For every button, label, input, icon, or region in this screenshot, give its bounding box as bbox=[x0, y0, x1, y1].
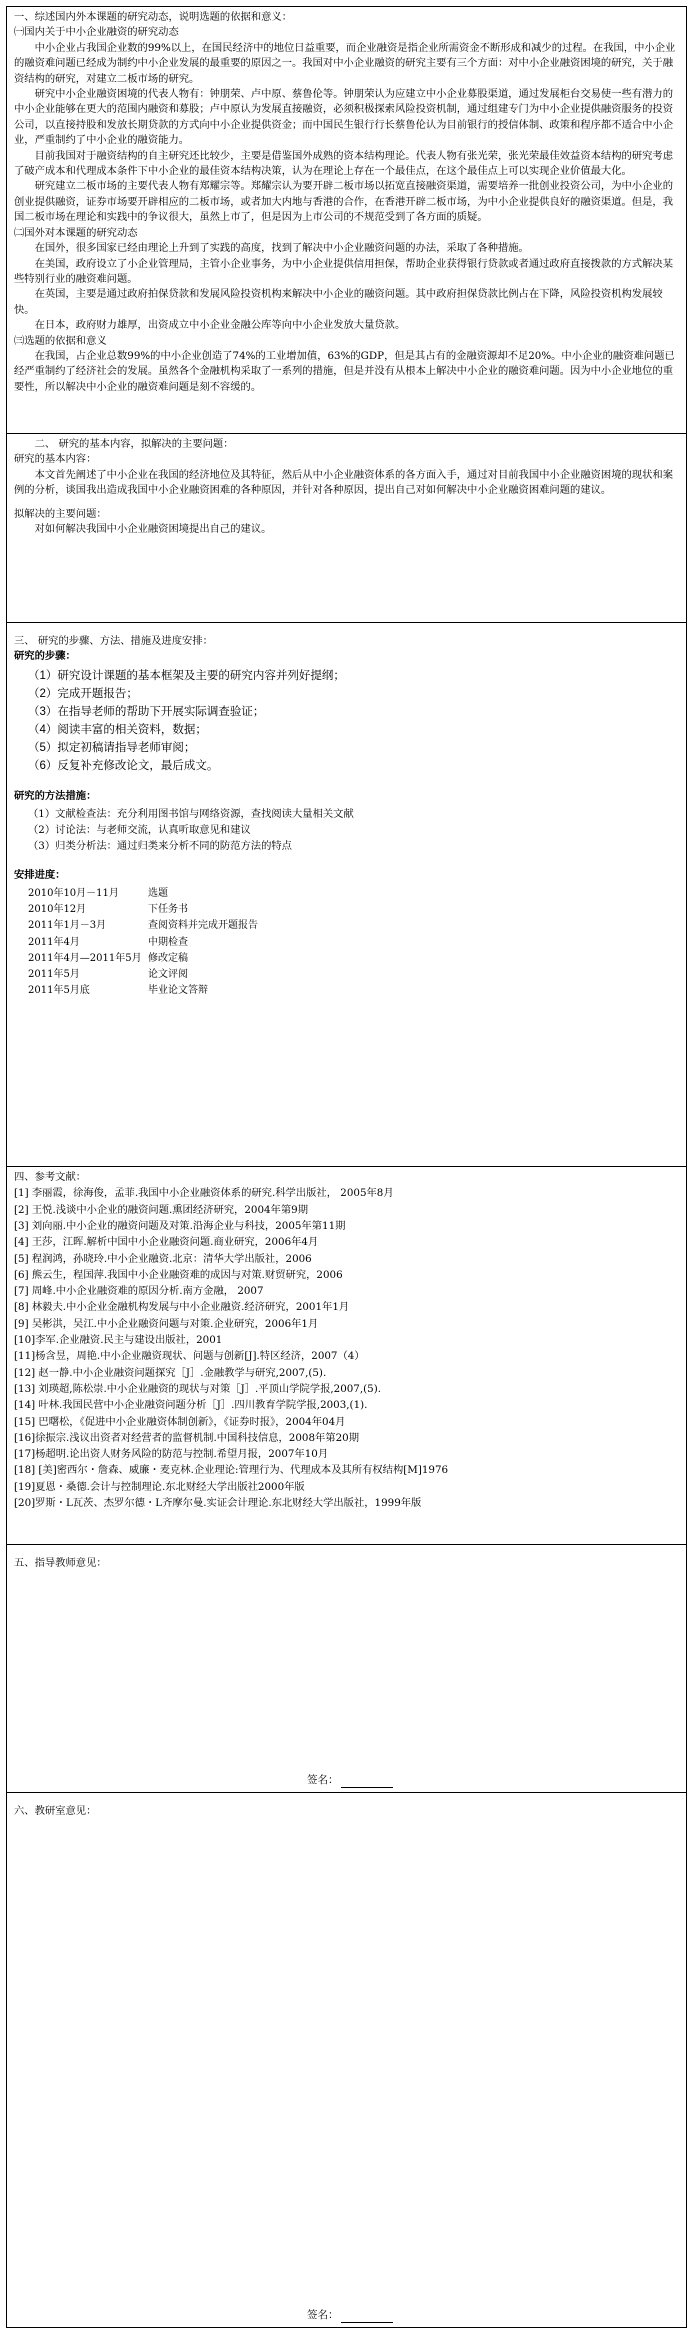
paragraph: 目前我国对于融资结构的自主研究还比较少，主要是借鉴国外成熟的资本结构理论。代表人物有张光荣，张光荣最佳效益资本结构的研究考虑了破产成本和代理成本条件下中小企业的最佳资本结构决策，认为在理论上存在一个最佳点，在这个最佳点上可以实现企业价值最大化。 bbox=[14, 149, 673, 178]
schedule-date: 2011年1月－3月 bbox=[28, 920, 107, 932]
subheading-foreign: ㈡国外对本课题的研究动态 bbox=[14, 226, 138, 239]
schedule-task: 选题 bbox=[148, 887, 168, 899]
schedule-date: 2010年10月－11月 bbox=[28, 887, 119, 899]
paragraph: 研究建立二板市场的主要代表人物有郑耀宗等。郑耀宗认为要开辟二板市场以拓宽直接融资渠道，需要培养一批创业投资公司，为中小企业的创业提供融资，证券市场要开辟相应的二板市场，或者加大内地与香港的合作，在香港开辟二板市场，为中小企业提供良好的融资渠道。但是，我国二板市场在理论和实践中的争议很大，虽然上市了，但是因为上市公司的不规范受到了各方面的质疑。 bbox=[14, 180, 673, 224]
subheading-domestic: ㈠国内关于中小企业融资的研究动态 bbox=[14, 26, 179, 39]
reference-item: [14] 叶林.我国民营中小企业融资问题分析［J］.四川教育学院学报,2003,(1). bbox=[14, 1399, 368, 1412]
schedule-task: 中期检查 bbox=[148, 936, 188, 948]
reference-item: [10]李军.企业融资.民主与建设出版社，2001 bbox=[14, 1334, 223, 1347]
reference-item: [2] 王悦.浅谈中小企业的融资问题.熏团经济研究，2004年第9期 bbox=[14, 1203, 308, 1216]
reference-item: [15] 巴曙松，《促进中小企业融资体制创新》，《证券时报》，2004年04月 bbox=[14, 1415, 346, 1428]
paragraph: 在日本，政府财力雄厚，出资成立中小企业金融公库等向中小企业发放大量贷款。 bbox=[34, 319, 406, 332]
reference-item: [9] 吴彬洪，吴江.中小企业融资问题与对策.企业研究，2006年1月 bbox=[14, 1317, 319, 1330]
list-item: （3）归类分析法：通过归类来分析不同的防范方法的特点 bbox=[28, 840, 292, 853]
reference-item: [3] 刘向丽.中小企业的融资问题及对策.沿海企业与科技，2005年第11期 bbox=[14, 1220, 346, 1232]
section-research-content bbox=[7, 434, 686, 623]
reference-item: [8] 林毅夫.中小企业金融机构发展与中小企业融资.经济研究，2001年1月 bbox=[14, 1301, 350, 1314]
list-item: （2）完成开题报告； bbox=[28, 687, 138, 700]
subheading-problems: 拟解决的主要问题： bbox=[14, 507, 107, 520]
schedule-task: 修改定稿 bbox=[148, 952, 188, 964]
department-signature bbox=[307, 2308, 393, 2323]
reference-item: [16]徐振宗.浅议出资者对经营者的监督机制.中国科技信息，2008年第20期 bbox=[14, 1431, 360, 1444]
list-item: （3）在指导老师的帮助下开展实际调查验证； bbox=[28, 705, 265, 718]
section-references bbox=[7, 1167, 686, 1545]
paragraph: 在国外，很多国家已经由理论上升到了实践的高度，找到了解决中小企业融资问题的办法，采取了各种措施。 bbox=[34, 242, 529, 255]
reference-item: [7] 周峰.中小企业融资难的原因分析.南方金融， 2007 bbox=[14, 1285, 264, 1298]
reference-item: [17]杨超明.论出资人财务风险的防范与控制.希望月报，2007年10月 bbox=[14, 1448, 329, 1461]
schedule-title: 安排进度： bbox=[14, 869, 66, 882]
paragraph: 中小企业占我国企业数的99%以上，在国民经济中的地位日益重要，而企业融资是指企业所需资金不断形成和减少的过程。在我国，中小企业的融资难问题已经成为制约中小企业发展的最重要的原因之一。我国对中小企业融资的研究主要有三个方面：对中小企业融资困境的研究，关于融资结构的研究，对建立二板市场的研究。 bbox=[14, 41, 676, 85]
signature-label: 签名： bbox=[307, 1773, 339, 1786]
paragraph: 在英国，主要是通过政府拍保贷款和发展风险投资机构来解决中小企业的融资问题。其中政府担保贷款比例占在下降，风险投资机构发展较快。 bbox=[14, 288, 663, 316]
section-1-heading: 一、综述国内外本课题的研究动态，说明选题的依据和意义： bbox=[14, 11, 293, 23]
section-6-heading: 六、教研室意见： bbox=[14, 1805, 97, 1817]
section-3-heading: 三、 研究的步骤、方法、措施及进度安排： bbox=[14, 635, 213, 647]
section-steps-methods-schedule bbox=[7, 623, 686, 1167]
reference-item: [20]罗斯・L瓦茨、杰罗尔德・L齐摩尔曼.实证会计理论.东北财经大学出版社，1999年版 bbox=[14, 1497, 422, 1510]
list-item: （5）拟定初稿请指导老师审阅； bbox=[28, 741, 196, 754]
schedule-date: 2010年12月 bbox=[28, 903, 87, 915]
schedule-row bbox=[28, 918, 679, 934]
paragraph: 对如何解决我国中小企业融资困境提出自己的建议。 bbox=[34, 523, 272, 536]
reference-item: [5] 程润鸿，孙晓玲.中小企业融资.北京：清华大学出版社，2006 bbox=[14, 1252, 312, 1265]
section-literature-review bbox=[7, 7, 686, 434]
subheading-content: 研究的基本内容： bbox=[14, 453, 97, 466]
reference-item: [19]夏恩・桑德.会计与控制理论.东北财经大学出版社2000年版 bbox=[14, 1480, 305, 1493]
schedule-list bbox=[28, 886, 679, 1000]
reference-item: [1] 李丽霞，徐海俊，孟菲.我国中小企业融资体系的研究.科学出版社， 2005年8月 bbox=[14, 1187, 394, 1200]
schedule-row bbox=[28, 935, 679, 951]
list-item: （1）研究设计课题的基本框架及主要的研究内容并列好提纲； bbox=[28, 669, 345, 682]
schedule-row bbox=[28, 951, 679, 967]
reference-item: [12] 赵一静.中小企业融资问题探究［J］.金融教学与研究,2007,(5). bbox=[14, 1366, 327, 1379]
methods-list bbox=[28, 806, 679, 854]
schedule-task: 查阅资料并完成开题报告 bbox=[148, 920, 258, 932]
schedule-task: 论文评阅 bbox=[148, 969, 188, 981]
schedule-date: 2011年5月底 bbox=[28, 985, 90, 997]
paragraph: 在美国，政府设立了小企业管理局，主管小企业事务，为中小企业提供信用担保，帮助企业获得银行贷款或者通过政府直接拨款的方式解决某些特别行业的融资难问题。 bbox=[14, 257, 673, 285]
methods-title: 研究的方法措施： bbox=[14, 789, 97, 802]
section-5-heading: 五、指导教师意见： bbox=[14, 1557, 107, 1569]
list-item: （1）文献检查法：充分利用图书馆与网络资源，查找阅读大量相关文献 bbox=[28, 808, 354, 821]
schedule-date: 2011年4月—2011年5月 bbox=[28, 952, 142, 964]
schedule-date: 2011年5月 bbox=[28, 969, 80, 981]
schedule-task: 毕业论文答辩 bbox=[148, 985, 208, 997]
reference-item: [11]杨含昱，周艳.中小企业融资现状、问题与创新[J].特区经济，2007（4） bbox=[14, 1350, 365, 1363]
schedule-row bbox=[28, 902, 679, 918]
list-item: （6）反复补充修改论文，最后成文。 bbox=[28, 759, 219, 772]
reference-item: [4] 王莎，江晖.解析中国中小企业融资问题.商业研究，2006年4月 bbox=[14, 1236, 319, 1249]
section-2-heading: 二、 研究的基本内容，拟解决的主要问题： bbox=[34, 438, 234, 450]
section-4-heading: 四、参考文献： bbox=[14, 1171, 87, 1183]
schedule-task: 下任务书 bbox=[148, 903, 188, 915]
reference-item: [18] [美]密西尔・詹森、威廉・麦克林.企业理论:管理行为、代理成本及其所有权结构[M]1976 bbox=[14, 1464, 449, 1477]
list-item: （2）讨论法：与老师交流，认真听取意见和建议 bbox=[28, 824, 251, 837]
paragraph: 本文首先阐述了中小企业在我国的经济地位及其特征，然后从中小企业融资体系的各方面入手，通过对目前我国中小企业融资困境的现状和案例的分析，谈国我出造成我国中小企业融资困难的各种原因，并针对各种原因，提出自己对如何解决中小企业融资困难问题的建议。 bbox=[14, 468, 673, 497]
paragraph: 研究中小企业融资困境的代表人物有：钟朋荣、卢中原、蔡鲁伦等。钟朋荣认为应建立中小企业募股渠道，通过发展柜台交易使一些有潜力的中小企业能够在更大的范围内融资和募股；卢中原认为发展直接融资，必须积极探索风险投资机制，通过组建专门为中小企业提供融资服务的投资公司，以直接持股和发放长期贷款的方式向中小企业提供资金；而中国民生银行行长蔡鲁伦认为目前银行的授信体制、政策和程序都不适合中小企业，严重制约了中小企业的融资能力。 bbox=[14, 88, 673, 147]
signature-line[interactable] bbox=[341, 1776, 393, 1788]
schedule-row bbox=[28, 886, 679, 902]
subheading-significance: ㈢选题的依据和意义 bbox=[14, 334, 107, 347]
steps-list bbox=[28, 667, 679, 775]
signature-line[interactable] bbox=[341, 2311, 393, 2323]
list-item: （4）阅读丰富的相关资料，数据； bbox=[28, 723, 207, 736]
advisor-signature bbox=[307, 1773, 393, 1788]
schedule-date: 2011年4月 bbox=[28, 936, 80, 948]
paragraph: 在我国，占企业总数99%的中小企业创造了74%的工业增加值，63%的GDP，但是其占有的金融资源却不足20%。中小企业的融资难问题已经严重制约了经济社会的发展。虽然各个金融机构采取了一系列的措施，但是并没有从根本上解决中小企业的融资难问题。因为中小企业地位的重要性，所以解决中小企业的融资难问题是刻不容缓的。 bbox=[14, 349, 675, 393]
steps-title: 研究的步骤： bbox=[14, 650, 76, 663]
signature-label: 签名： bbox=[307, 2308, 339, 2321]
section-department-opinion bbox=[7, 1793, 686, 2327]
reference-item: [6] 熊云生，程国萍.我国中小企业融资难的成因与对策.财贸研究，2006 bbox=[14, 1268, 343, 1281]
schedule-row bbox=[28, 967, 679, 983]
reference-item: [13] 刘瑛超,陈松崇.中小企业融资的现状与对策［J］.平顶山学院学报,2007,(5). bbox=[14, 1382, 381, 1395]
proposal-form bbox=[6, 6, 687, 2328]
schedule-row bbox=[28, 983, 679, 999]
section-advisor-opinion bbox=[7, 1545, 686, 1793]
